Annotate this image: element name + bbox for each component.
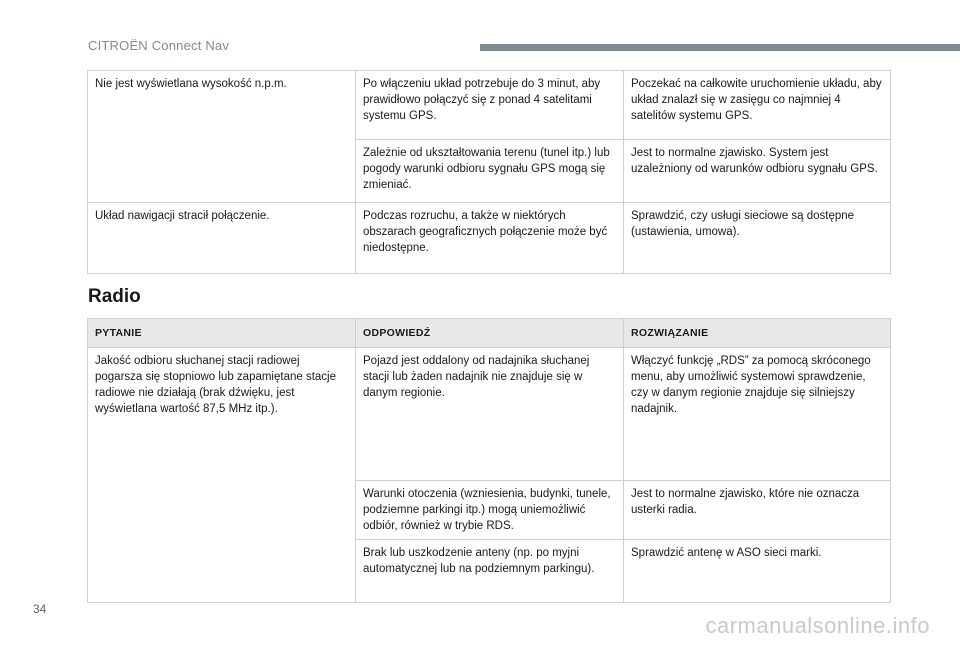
solution-cell: Włączyć funkcję „RDS” za pomocą skróconego menu, aby umożliwić systemowi sprawdzenie, czy w danym regionie znajduje się silniejszy nadajnik.: [624, 348, 891, 481]
table-row: [88, 348, 891, 481]
watermark: carmanualsonline.info: [705, 613, 930, 638]
table-row: [88, 71, 891, 140]
solution-cell: Poczekać na całkowite uruchomienie układu, aby układ znalazł się w zasięgu co najmniej 4 satelitów systemu GPS.: [624, 71, 891, 140]
gps-troubleshooting-table: [87, 70, 891, 274]
answer-cell: Po włączeniu układ potrzebuje do 3 minut, aby prawidłowo połączyć się z ponad 4 satelitami systemu GPS.: [356, 71, 624, 140]
header-decorative-bar: [480, 44, 960, 51]
solution-cell: Jest to normalne zjawisko. System jest uzależniony od warunków odbioru sygnału GPS.: [624, 140, 891, 203]
solution-cell: Sprawdzić, czy usługi sieciowe są dostępne (ustawienia, umowa).: [624, 203, 891, 274]
solution-cell: Jest to normalne zjawisko, które nie oznacza usterki radia.: [624, 481, 891, 540]
section-title-radio: Radio: [88, 286, 141, 307]
column-header-question: PYTANIE: [88, 319, 356, 348]
answer-cell: Podczas rozruchu, a także w niektórych obszarach geograficznych połączenie może być niedostępne.: [356, 203, 624, 274]
column-header-answer: ODPOWIEDŹ: [356, 319, 624, 348]
answer-cell: Brak lub uszkodzenie anteny (np. po myjni automatycznej lub na podziemnym parkingu).: [356, 540, 624, 603]
page-number: 34: [33, 602, 47, 616]
question-cell: Nie jest wyświetlana wysokość n.p.m.: [88, 71, 356, 203]
answer-cell: Pojazd jest oddalony od nadajnika słuchanej stacji lub żaden nadajnik nie znajduje się w danym regionie.: [356, 348, 624, 481]
table-row: [88, 203, 891, 274]
solution-cell: Sprawdzić antenę w ASO sieci marki.: [624, 540, 891, 603]
column-header-solution: ROZWIĄZANIE: [624, 319, 891, 348]
manual-header-title: CITROËN Connect Nav: [88, 38, 230, 53]
table-header-row: [88, 319, 891, 348]
answer-cell: Zależnie od ukształtowania terenu (tunel itp.) lub pogody warunki odbioru sygnału GPS mogą się zmieniać.: [356, 140, 624, 203]
answer-cell: Warunki otoczenia (wzniesienia, budynki, tunele, podziemne parkingi itp.) mogą uniemożliwić odbiór, również w trybie RDS.: [356, 481, 624, 540]
question-cell: Układ nawigacji stracił połączenie.: [88, 203, 356, 274]
radio-troubleshooting-table: [87, 318, 891, 603]
question-cell: Jakość odbioru słuchanej stacji radiowej pogarsza się stopniowo lub zapamiętane stacje radiowe nie działają (brak dźwięku, jest wyświetlana wartość 87,5 MHz itp.).: [88, 348, 356, 603]
